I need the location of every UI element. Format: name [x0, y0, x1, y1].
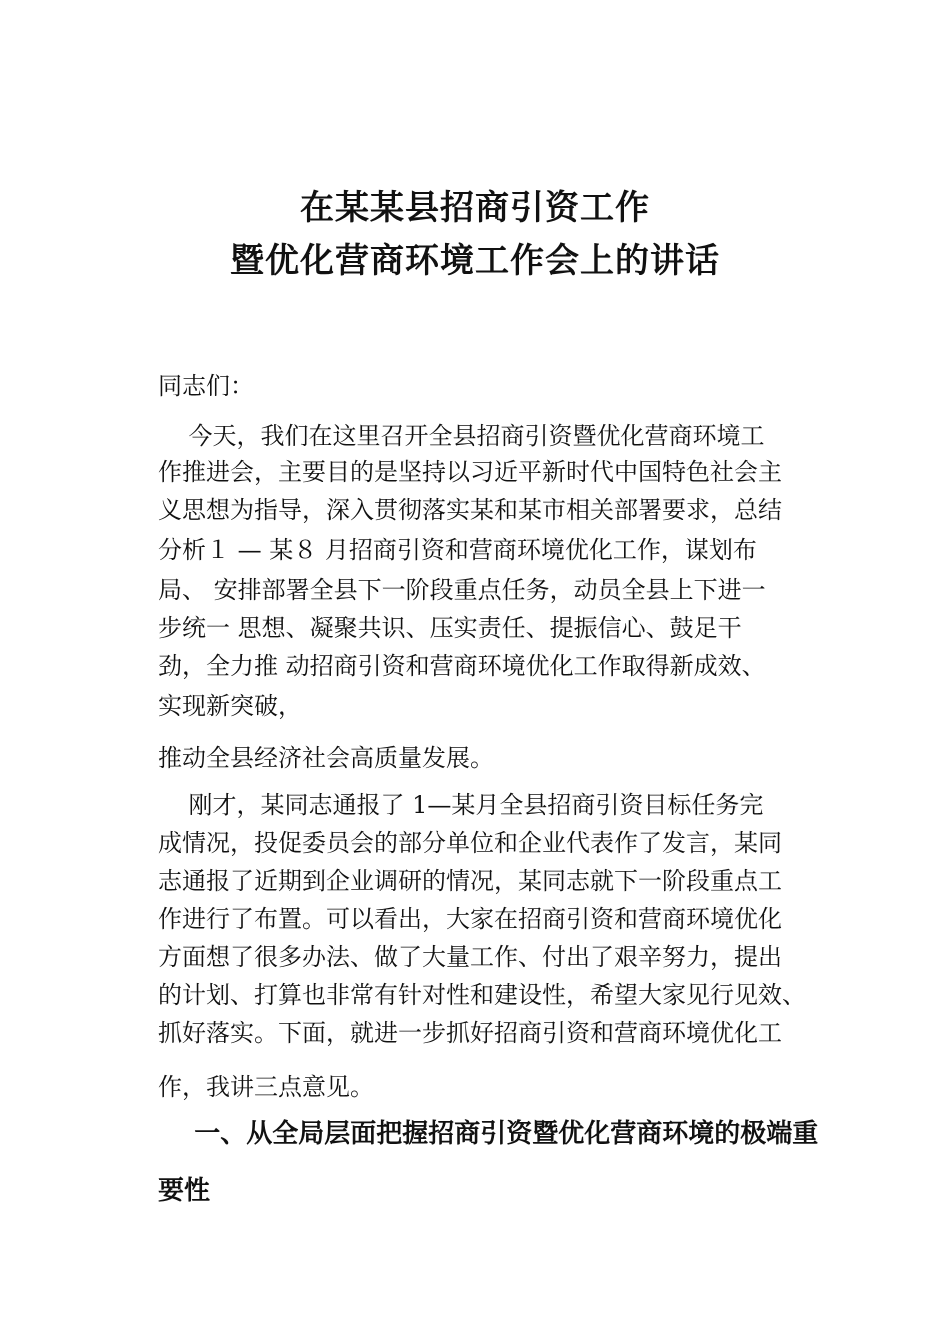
paragraph-1-line: 实现新突破，: [158, 692, 302, 720]
document-title-line-1: 在某某县招商引资工作: [300, 188, 650, 228]
section-heading-1-line-1: 一、从全局层面把握招商引资暨优化营商环境的极端重: [158, 1119, 819, 1149]
paragraph-2-line: 方面想了很多办法、做了大量工作、付出了艰辛努力，提出: [158, 943, 782, 971]
paragraph-2-line: 的计划、打算也非常有针对性和建设性，希望大家见行见效、: [158, 981, 806, 1009]
paragraph-2-line: 抓好落实。下面，就进一步抓好招商引资和营商环境优化工: [158, 1019, 782, 1047]
salutation: 同志们：: [158, 372, 254, 400]
paragraph-2-line: 志通报了近期到企业调研的情况，某同志就下一阶段重点工: [158, 867, 782, 895]
paragraph-1-line: 分析１ — 某８ 月招商引资和营商环境优化工作，谋划布: [158, 536, 757, 564]
paragraph-1-line: 劲，全力推 动招商引资和营商环境优化工作取得新成效、: [158, 652, 766, 680]
document-title-line-2: 暨优化营商环境工作会上的讲话: [230, 241, 720, 281]
paragraph-1-line: 义思想为指导，深入贯彻落实某和某市相关部署要求，总结: [158, 496, 782, 524]
paragraph-1-line: 步统一 思想、凝聚共识、压实责任、提振信心、鼓足干: [158, 614, 742, 642]
paragraph-1-tail: 推动全县经济社会高质量发展。: [158, 744, 494, 772]
paragraph-2-tail: 作，我讲三点意见。: [158, 1073, 374, 1101]
section-heading-1-line-2: 要性: [158, 1176, 211, 1206]
paragraph-1-line: 今天，我们在这里召开全县招商引资暨优化营商环境工: [158, 422, 765, 450]
paragraph-1-line: 作推进会，主要目的是坚持以习近平新时代中国特色社会主: [158, 458, 782, 486]
paragraph-2-line: 成情况，投促委员会的部分单位和企业代表作了发言，某同: [158, 829, 782, 857]
paragraph-2-line: 作进行了布置。可以看出，大家在招商引资和营商环境优化: [158, 905, 782, 933]
paragraph-2-line: 刚才，某同志通报了 1—某月全县招商引资目标任务完: [158, 791, 764, 819]
paragraph-1-line: 局、 安排部署全县下一阶段重点任务，动员全县上下进一: [158, 576, 766, 604]
